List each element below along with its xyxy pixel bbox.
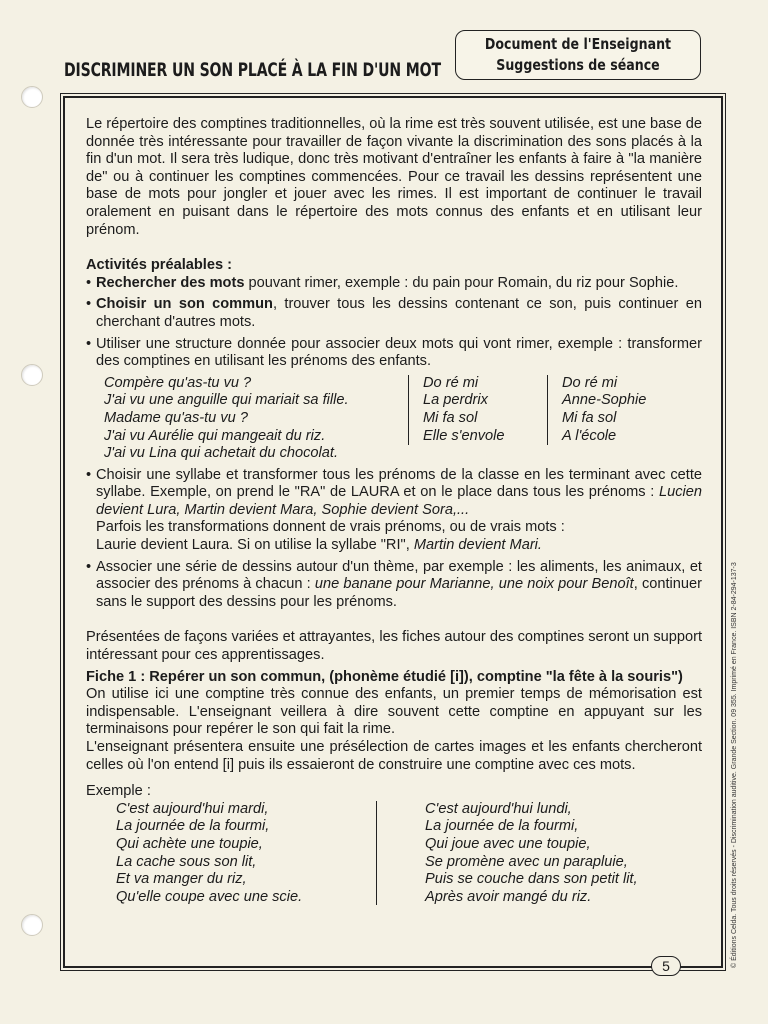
poem-line: Elle s'envole [423,427,505,444]
bullet-marker: • [86,274,92,291]
intro-paragraph: Le répertoire des comptines traditionnelles, où la rime est très souvent utilisée, est une base de donnée très intéressante pour travailler de façon vivante la discrimination des sons placés à la fin d'un mot. Il sera très ludique, donc très motivant d'entraîner les enfants à faire à "la manière de" ou à continuer les comptines commencées. Pour ce travail les dessins représentent une base de mots pour jongler et jouer avec les rimes. Il est important de continuer le travail oralement en puisant dans le répertoire des mots connus des enfants et en utilisant leur prénom. [86,116,702,238]
syllabe-example-2: Martin devient Mari. [413,537,542,554]
poem-line: Se promène avec un parapluie, [425,853,628,870]
activity-bullet-2 [86,296,702,331]
poem-line: C'est aujourd'hui mardi, [116,800,269,817]
poem-line: Qui joue avec une toupie, [425,835,591,852]
activity-bullet-5 [86,559,702,612]
poem-line: J'ai vu Lina qui achetait du chocolat. [104,445,339,462]
comptine-example-2 [116,801,702,907]
binder-hole-middle [21,364,43,386]
comptine-variation [425,801,638,907]
activity-1-text: pouvant rimer, exemple : du pain pour Romain, du riz pour Sophie. [244,274,679,291]
document-type-line2: Suggestions de séance [496,56,660,74]
bullet-marker: • [86,335,92,352]
poem-line: J'ai vu Aurélie qui mangeait du riz. [104,427,326,444]
comptine-example-1 [104,375,702,463]
presentees-paragraph: Présentées de façons variées et attrayantes, les fiches autour des comptines seront un support intéressant pour ces apprentissages. [86,629,702,664]
poem-line: Après avoir mangé du riz. [425,888,592,905]
activity-bullet-4 [86,467,702,555]
fiche-heading: Fiche 1 : Repérer un son commun, (phonème étudié [i]), comptine "la fête à la souris") [86,668,683,685]
poem-line: C'est aujourd'hui lundi, [425,800,572,817]
poem-line: La cache sous son lit, [116,853,257,870]
poem-line: La journée de la fourmi, [116,818,270,835]
theme-text: Associer une série de dessins autour d'un thème, par exemple : les aliments, les animaux, et associer des prénoms à chacun : [96,558,702,593]
syllabe-text-3: Laurie devient Laura. Si on utilise la syllabe "RI", [96,537,414,554]
poem-line: Qui achète une toupie, [116,835,263,852]
poem-line: Do ré mi [562,374,618,391]
poem-line: Do ré mi [423,374,479,391]
poem-line: Anne-Sophie [562,392,647,409]
binder-hole-bottom [21,914,43,936]
exemple-label: Exemple : [86,783,151,800]
document-type-box [455,30,701,80]
syllabe-text-2: Parfois les transformations donnent de vrais prénoms, ou de vrais mots : [96,519,565,536]
poem-line: Et va manger du riz, [116,871,247,888]
poem-line: Mi fa sol [423,409,478,426]
comptine-original [116,801,377,905]
poem-line: La perdrix [423,392,488,409]
poem-line: La journée de la fourmi, [425,818,579,835]
syllabe-example: Lucien devient Lura, Martin devient Mara, Sophie devient Sora,... [96,484,702,518]
syllabe-text: Choisir une syllabe et transformer tous les prénoms de la classe en les terminant avec cette syllabe. Exemple, on prend le "RA" de LAURA et on le place dans tous les prénoms : [96,466,702,501]
activites-heading: Activités préalables : [86,257,233,274]
poem-line: Madame qu'as-tu vu ? [104,409,248,426]
comptine-col-3 [547,375,660,445]
comptine-col-2 [408,375,547,445]
activity-bullet-3 [86,336,702,371]
activity-1-bold: Rechercher des mots [96,274,245,291]
bullet-marker: • [86,466,92,483]
content-body [86,116,702,906]
activity-2-bold: Choisir un son commun [96,296,273,313]
fiche-paragraph-1: On utilise ici une comptine très connue des enfants, un premier temps de mémorisation est indispensable. L'enseignant veillera à dire souvent cette comptine en appuyant sur les terminaisons pour repérer le son qui fait la rime. [86,686,702,738]
document-type-line1: Document de l'Enseignant [484,35,672,53]
poem-line: Qu'elle coupe avec une scie. [116,888,303,905]
copyright-note: © Éditions Celda. Tous droits réservés - Discrimination auditive. Grande Section. 09 355. Imprimé en France. ISBN 2-84-294-137-3 [731,562,738,968]
theme-text-end: , continuer sans le support des dessins pour les prénoms. [96,576,702,610]
binder-hole-top [21,86,43,108]
theme-example: une banane pour Marianne, une noix pour Benoît [314,576,634,593]
poem-line: Puis se couche dans son petit lit, [425,871,638,888]
poem-line: J'ai vu une anguille qui mariait sa fille. [104,392,349,409]
page-number: 5 [651,956,681,976]
page-title: DISCRIMINER UN SON PLACÉ À LA FIN D'UN MOT [64,59,441,81]
bullet-marker: • [86,558,92,575]
fiche-paragraph-2: L'enseignant présentera ensuite une présélection de cartes images et les enfants chercheront celles où l'on entend [i] puis ils essaieront de construire une comptine avec ces mots. [86,739,702,773]
poem-line: A l'école [562,427,617,444]
activity-3-text: Utiliser une structure donnée pour associer deux mots qui vont rimer, exemple : transformer des comptines en utilisant les prénoms des enfants. [96,335,702,370]
poem-line: Mi fa sol [562,409,617,426]
activity-bullet-1 [86,275,702,293]
activity-2-text: , trouver tous les dessins contenant ce son, puis continuer en cherchant d'autres mots. [96,296,702,330]
bullet-marker: • [86,296,92,313]
comptine-col-1 [104,375,408,463]
poem-line: Compère qu'as-tu vu ? [104,374,252,391]
